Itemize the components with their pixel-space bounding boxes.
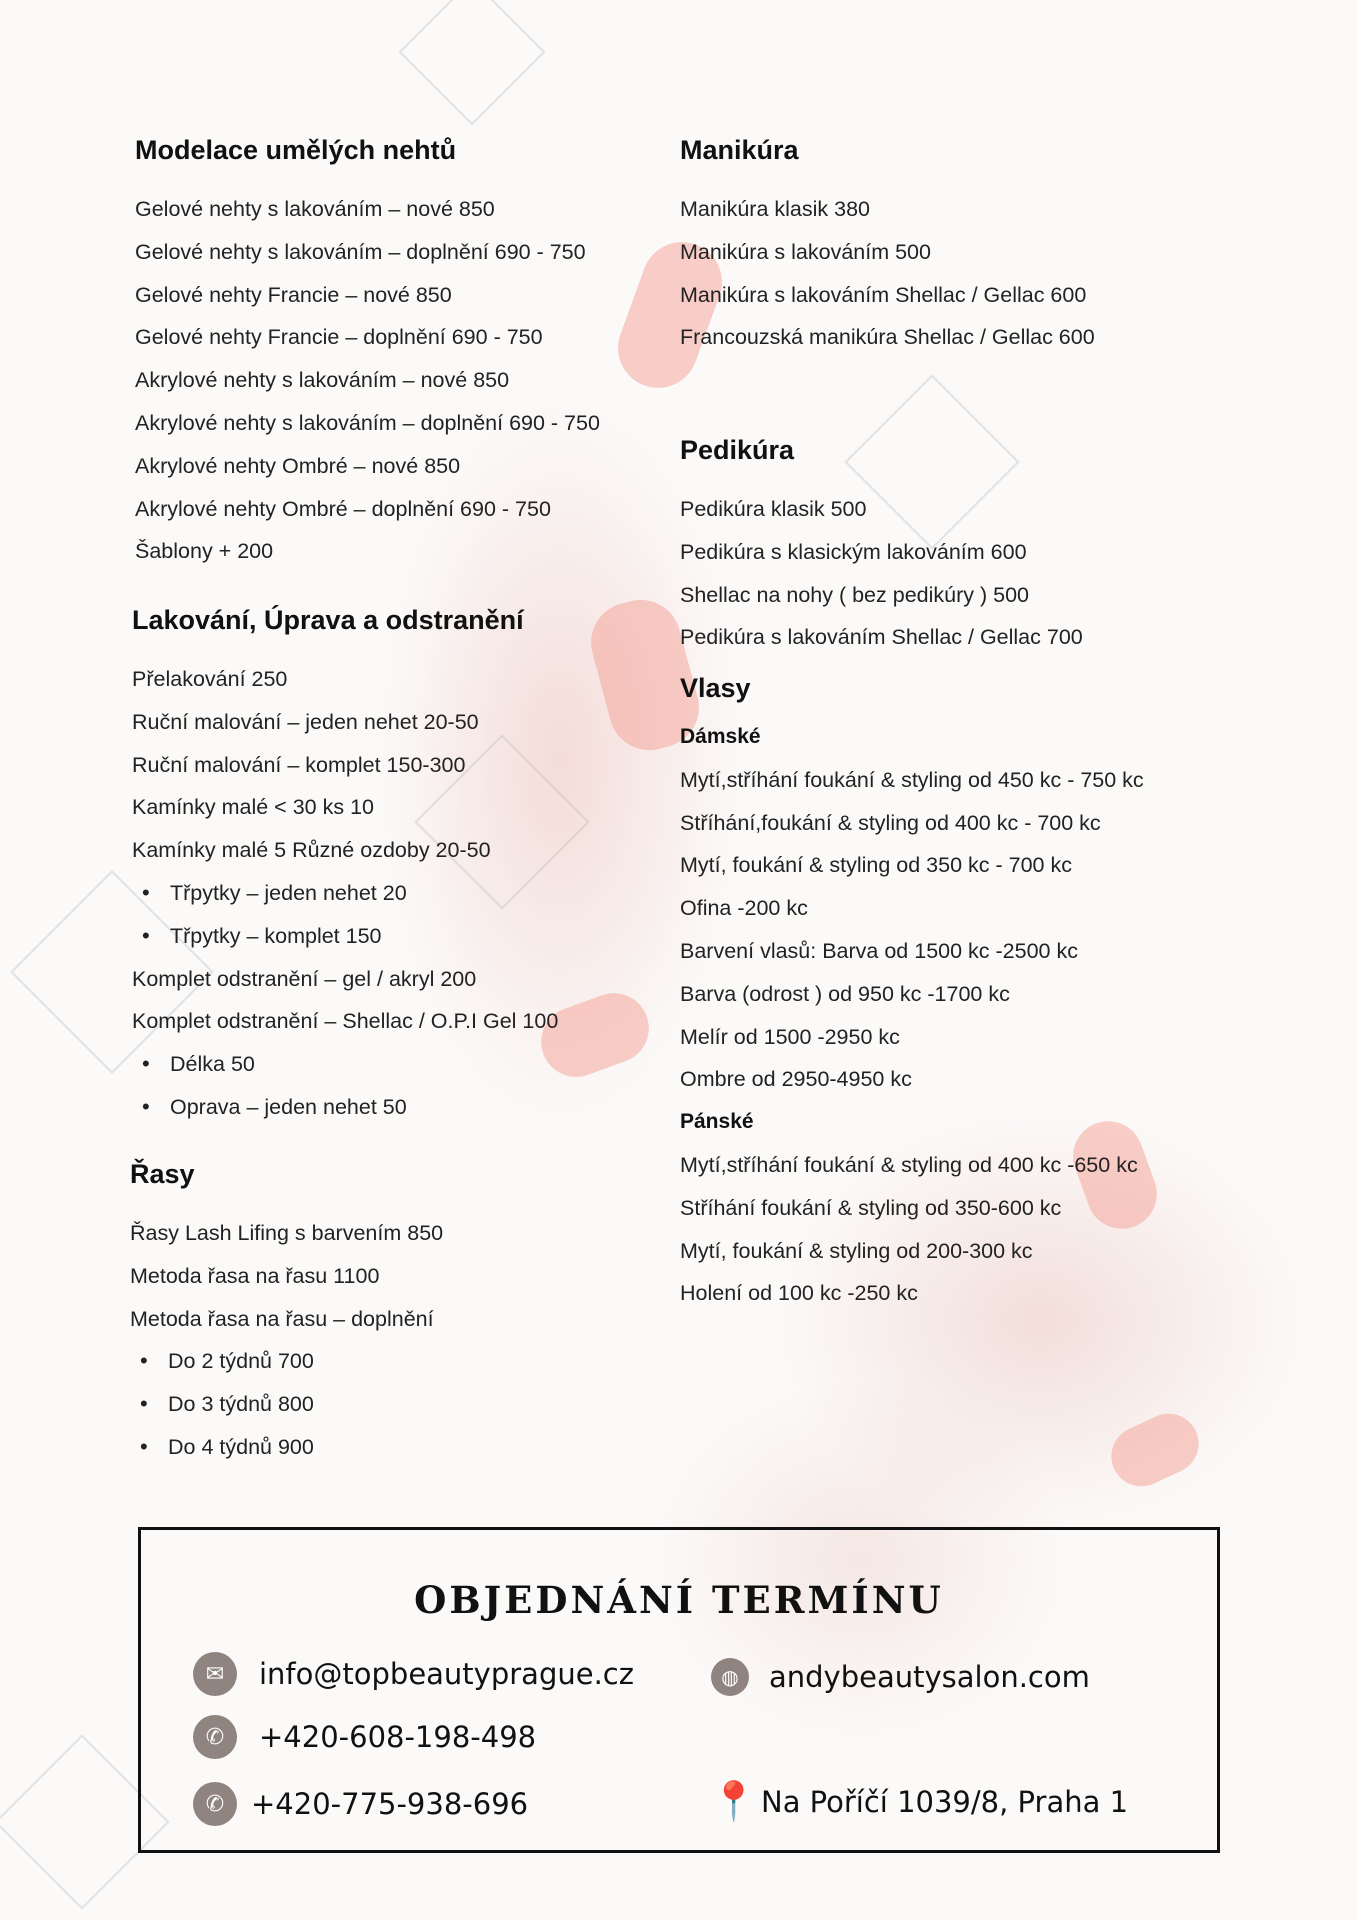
list-item: Manikúra klasik 380 <box>680 197 871 221</box>
phone-link-1[interactable]: +420-608-198-498 <box>259 1720 537 1754</box>
list-item: Komplet odstranění – Shellac / O.P.I Gel 100 <box>132 1009 559 1034</box>
list-item: • Třpytky – jeden nehet 20 <box>132 872 558 915</box>
list-item: Mytí,stříhání foukání & styling od 450 kc - 750 kc <box>680 767 1144 792</box>
list-item: Stříhání foukání & styling od 350-600 kc <box>680 1195 1062 1220</box>
list-item: Manikúra s lakováním 500 <box>680 239 931 264</box>
list-item: Manikúra s lakováním Shellac / Gellac 600 <box>680 282 1087 307</box>
list-item: Ombre od 2950-4950 kc <box>680 1067 912 1092</box>
price-list <box>680 188 1095 359</box>
contact-title: OBJEDNÁNÍ TERMÍNU <box>414 1578 944 1622</box>
section-title: Pedikúra <box>680 435 795 465</box>
list-item: Kamínky malé 5 Různé ozdoby 20-50 <box>132 838 491 863</box>
price-list <box>680 1144 1144 1315</box>
list-item: Francouzská manikúra Shellac / Gellac 600 <box>680 325 1095 350</box>
list-item: Barva (odrost ) od 950 kc -1700 kc <box>680 981 1010 1006</box>
list-item: • Třpytky – komplet 150 <box>132 915 558 958</box>
list-item: Přelakování 250 <box>132 667 288 691</box>
list-item: Šablony + 200 <box>135 539 274 564</box>
phone-link-2[interactable]: +420-775-938-696 <box>251 1787 529 1821</box>
section-title: Lakování, Úprava a odstranění <box>132 605 524 635</box>
list-item: Pedikúra klasik 500 <box>680 497 867 521</box>
section-title: Manikúra <box>680 135 799 165</box>
decor-nail <box>1102 1404 1209 1496</box>
subsection-title-damske: Dámské <box>680 725 761 748</box>
phone-icon: ✆ <box>193 1782 237 1826</box>
list-item: Pedikúra s klasickým lakováním 600 <box>680 539 1027 564</box>
section-manikura <box>680 128 1095 359</box>
section-title: Vlasy <box>680 673 751 703</box>
list-item: Akrylové nehty s lakováním – doplnění 690 - 750 <box>135 410 600 435</box>
price-list <box>135 188 600 573</box>
list-item: • Oprava – jeden nehet 50 <box>132 1086 558 1129</box>
phone-contact-2[interactable] <box>193 1782 528 1826</box>
list-item: Gelové nehty s lakováním – nové 850 <box>135 197 495 221</box>
list-item: Pedikúra s lakováním Shellac / Gellac 700 <box>680 625 1083 650</box>
section-lakovani <box>132 598 558 1129</box>
list-item: • Do 3 týdnů 800 <box>130 1383 443 1426</box>
price-list <box>130 1212 443 1469</box>
email-link[interactable]: info@topbeautyprague.cz <box>259 1657 634 1691</box>
list-item: Akrylové nehty Ombré – nové 850 <box>135 453 461 478</box>
list-item: • Do 4 týdnů 900 <box>130 1426 443 1469</box>
contact-box <box>138 1527 1220 1853</box>
list-item: Akrylové nehty Ombré – doplnění 690 - 750 <box>135 496 551 521</box>
list-item: Shellac na nohy ( bez pedikúry ) 500 <box>680 582 1029 607</box>
price-list <box>680 759 1144 1101</box>
list-item: • Délka 50 <box>132 1043 558 1086</box>
list-item: Holení od 100 kc -250 kc <box>680 1281 918 1306</box>
section-title: Řasy <box>130 1159 195 1189</box>
list-item: Gelové nehty s lakováním – doplnění 690 - 750 <box>135 239 586 264</box>
list-item: Mytí, foukání & styling od 200-300 kc <box>680 1238 1033 1263</box>
price-list <box>680 488 1083 659</box>
address-contact[interactable] <box>710 1780 1129 1824</box>
website-link[interactable]: andybeautysalon.com <box>769 1660 1090 1694</box>
subsection-title-panske: Pánské <box>680 1110 754 1134</box>
section-title: Modelace umělých nehtů <box>135 135 457 165</box>
list-item: Metoda řasa na řasu – doplnění <box>130 1306 434 1331</box>
email-contact[interactable] <box>193 1652 634 1696</box>
globe-icon: ◍ <box>711 1658 749 1696</box>
website-contact[interactable] <box>711 1658 1090 1696</box>
list-item: Kamínky malé < 30 ks 10 <box>132 795 374 820</box>
list-item: Mytí,stříhání foukání & styling od 400 kc -650 kc <box>680 1152 1138 1177</box>
address-text[interactable]: Na Poříčí 1039/8, Praha 1 <box>761 1785 1129 1819</box>
phone-contact-1[interactable] <box>193 1715 536 1759</box>
list-item: Akrylové nehty s lakováním – nové 850 <box>135 368 510 393</box>
list-item: • Do 2 týdnů 700 <box>130 1340 443 1383</box>
section-pedikura <box>680 428 1083 659</box>
price-list <box>132 658 558 1129</box>
list-item: Melír od 1500 -2950 kc <box>680 1024 900 1049</box>
envelope-icon: ✉ <box>193 1652 237 1696</box>
section-modelace <box>135 128 600 573</box>
section-rasy <box>130 1152 443 1469</box>
list-item: Stříhání,foukání & styling od 400 kc - 700 kc <box>680 810 1101 835</box>
list-item: Ruční malování – jeden nehet 20-50 <box>132 709 479 734</box>
list-item: Řasy Lash Lifing s barvením 850 <box>130 1221 444 1245</box>
list-item: Mytí, foukání & styling od 350 kc - 700 kc <box>680 853 1072 878</box>
map-pin-icon: 📍 <box>710 1781 758 1823</box>
section-vlasy <box>680 666 1144 1315</box>
list-item: Metoda řasa na řasu 1100 <box>130 1263 380 1288</box>
list-item: Gelové nehty Francie – nové 850 <box>135 282 452 307</box>
decor-gem <box>398 0 545 126</box>
list-item: Komplet odstranění – gel / akryl 200 <box>132 966 477 991</box>
list-item: Gelové nehty Francie – doplnění 690 - 750 <box>135 325 543 350</box>
list-item: Ofina -200 kc <box>680 896 808 921</box>
list-item: Ruční malování – komplet 150-300 <box>132 752 466 777</box>
phone-icon: ✆ <box>193 1715 237 1759</box>
list-item: Barvení vlasů: Barva od 1500 kc -2500 kc <box>680 938 1078 963</box>
